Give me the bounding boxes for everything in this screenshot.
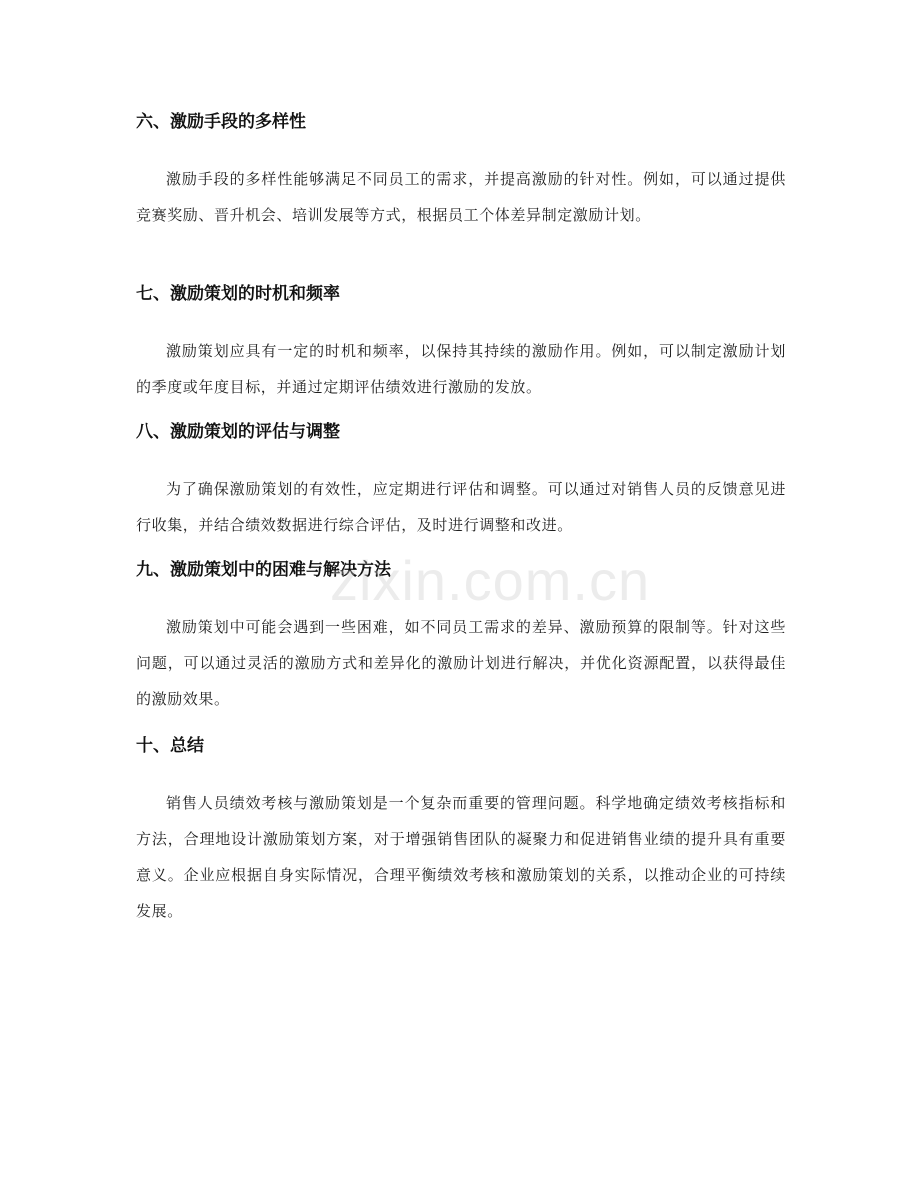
section-paragraph: 激励手段的多样性能够满足不同员工的需求，并提高激励的针对性。例如，可以通过提供竞赛奖励、晋升机会、培训发展等方式，根据员工个体差异制定激励计划。 bbox=[136, 170, 786, 224]
section-heading: 六、激励手段的多样性 bbox=[136, 112, 306, 132]
section-paragraph: 为了确保激励策划的有效性，应定期进行评估和调整。可以通过对销售人员的反馈意见进行收集，并结合绩效数据进行综合评估，及时进行调整和改进。 bbox=[136, 480, 786, 534]
section-6 bbox=[136, 110, 786, 233]
section-heading: 八、激励策划的评估与调整 bbox=[136, 422, 340, 442]
section-heading: 九、激励策划中的困难与解决方法 bbox=[136, 560, 391, 580]
section-9 bbox=[136, 558, 786, 717]
section-heading: 十、总结 bbox=[136, 736, 204, 756]
section-paragraph: 激励策划中可能会遇到一些困难，如不同员工需求的差异、激励预算的限制等。针对这些问题，可以通过灵活的激励方式和差异化的激励计划进行解决，并优化资源配置，以获得最佳的激励效果。 bbox=[136, 618, 786, 708]
section-10 bbox=[136, 734, 786, 929]
section-8 bbox=[136, 420, 786, 543]
section-7 bbox=[136, 282, 786, 405]
section-paragraph: 销售人员绩效考核与激励策划是一个复杂而重要的管理问题。科学地确定绩效考核指标和方法，合理地设计激励策划方案，对于增强销售团队的凝聚力和促进销售业绩的提升具有重要意义。企业应根据自身实际情况，合理平衡绩效考核和激励策划的关系，以推动企业的可持续发展。 bbox=[136, 794, 786, 920]
section-paragraph: 激励策划应具有一定的时机和频率，以保持其持续的激励作用。例如，可以制定激励计划的季度或年度目标，并通过定期评估绩效进行激励的发放。 bbox=[136, 342, 786, 396]
watermark: zixin.com.cn bbox=[330, 549, 651, 612]
section-heading: 七、激励策划的时机和频率 bbox=[136, 284, 340, 304]
